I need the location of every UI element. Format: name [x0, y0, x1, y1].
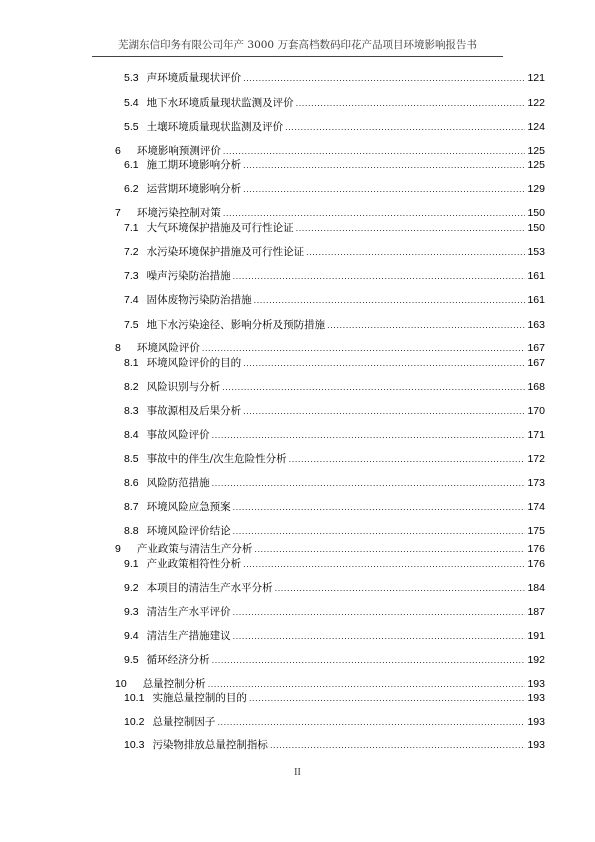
toc-section-title: 清洁生产措施建议	[146, 630, 231, 642]
toc-entry[interactable]	[124, 714, 545, 730]
toc-section-title: 环境风险评价的目的	[146, 357, 242, 369]
toc-section-number: 5.5	[124, 121, 139, 133]
toc-page-number: 150	[527, 222, 545, 234]
toc-section-number: 8.7	[124, 501, 139, 513]
toc-dot-leader	[243, 70, 525, 86]
toc-section-title: 噪声污染防治措施	[146, 270, 231, 282]
toc-page-number: 174	[527, 501, 545, 513]
toc-section-title: 运营期环境影响分析	[146, 183, 242, 195]
toc-entry[interactable]	[124, 628, 545, 644]
toc-section-title: 地下水污染途径、影响分析及预防措施	[146, 319, 326, 331]
toc-entry[interactable]	[124, 523, 545, 539]
toc-page-number: 167	[527, 357, 545, 369]
toc-section-number: 6	[115, 145, 121, 157]
toc-dot-leader	[270, 737, 526, 753]
toc-section-title: 事故中的伴生/次生危险性分析	[146, 453, 287, 465]
toc-dot-leader	[233, 604, 526, 620]
toc-page-number: 122	[527, 97, 545, 109]
toc-section-title: 土壤环境质量现状监测及评价	[146, 121, 284, 133]
toc-section-title: 环境风险评价结论	[146, 525, 231, 537]
toc-entry[interactable]	[124, 70, 545, 86]
toc-section-number: 8.3	[124, 405, 139, 417]
toc-entry[interactable]	[124, 379, 545, 395]
toc-dot-leader	[285, 119, 525, 135]
toc-dot-leader	[243, 355, 525, 371]
toc-section-title: 环境风险评价	[136, 342, 200, 354]
toc-section-number: 9.1	[124, 558, 139, 570]
toc-section-number: 10	[115, 678, 127, 690]
toc-page-number: 121	[527, 72, 545, 84]
toc-entry[interactable]	[124, 119, 545, 135]
toc-page-number: 192	[527, 654, 545, 666]
toc-dot-leader	[202, 340, 526, 356]
toc-page-number: 172	[527, 453, 545, 465]
toc-page-number: 193	[527, 716, 545, 728]
toc-section-number: 9.4	[124, 630, 139, 642]
toc-page-number: 163	[527, 319, 545, 331]
toc-entry[interactable]	[124, 403, 545, 419]
toc-section-number: 5.3	[124, 72, 139, 84]
toc-entry[interactable]	[124, 499, 545, 515]
toc-dot-leader	[249, 690, 526, 706]
toc-entry[interactable]	[124, 157, 545, 173]
toc-section-title: 产业政策与清洁生产分析	[136, 543, 253, 555]
toc-dot-leader	[296, 95, 526, 111]
toc-page-number: 125	[527, 159, 545, 171]
page-number: II	[294, 767, 301, 778]
toc-page-number: 193	[527, 678, 545, 690]
toc-section-number: 5.4	[124, 97, 139, 109]
toc-entry[interactable]	[124, 652, 545, 668]
toc-section-number: 8.8	[124, 525, 139, 537]
toc-section-number: 7.3	[124, 270, 139, 282]
toc-section-title: 施工期环境影响分析	[146, 159, 242, 171]
toc-section-title: 水污染环境保护措施及可行性论证	[146, 246, 305, 258]
toc-section-number: 7.2	[124, 246, 139, 258]
toc-section-number: 8	[115, 342, 121, 354]
toc-dot-leader	[243, 157, 525, 173]
toc-dot-leader	[212, 427, 526, 443]
toc-page-number: 168	[527, 381, 545, 393]
toc-page-number: 191	[527, 630, 545, 642]
toc-section-title: 大气环境保护措施及可行性论证	[146, 222, 294, 234]
toc-page-number: 150	[527, 207, 545, 219]
toc-dot-leader	[233, 499, 526, 515]
toc-section-title: 总量控制因子	[152, 716, 216, 728]
toc-section-number: 8.6	[124, 477, 139, 489]
toc-entry[interactable]	[124, 556, 545, 572]
toc-section-title: 总量控制分析	[142, 678, 206, 690]
toc-entry[interactable]	[115, 205, 545, 221]
toc-dot-leader	[254, 541, 525, 557]
toc-section-number: 10.1	[124, 692, 145, 704]
toc-dot-leader	[306, 244, 525, 260]
toc-dot-leader	[223, 205, 526, 221]
toc-dot-leader	[217, 714, 525, 730]
toc-entry[interactable]	[124, 690, 545, 706]
toc-dot-leader	[233, 628, 526, 644]
toc-section-title: 污染物排放总量控制指标	[152, 739, 268, 751]
toc-entry[interactable]	[124, 451, 545, 467]
toc-entry[interactable]	[115, 541, 545, 557]
toc-entry[interactable]	[124, 475, 545, 491]
toc-entry[interactable]	[124, 244, 545, 260]
toc-entry[interactable]	[124, 268, 545, 284]
toc-page-number: 167	[527, 342, 545, 354]
toc-entry[interactable]	[124, 317, 545, 333]
toc-section-number: 7.5	[124, 319, 139, 331]
toc-section-number: 8.4	[124, 429, 139, 441]
toc-section-number: 8.2	[124, 381, 139, 393]
toc-dot-leader	[327, 317, 525, 333]
toc-page-number: 175	[527, 525, 545, 537]
toc-entry[interactable]	[124, 95, 545, 111]
toc-section-number: 7.4	[124, 294, 139, 306]
toc-section-number: 10.2	[124, 716, 145, 728]
toc-entry[interactable]	[124, 181, 545, 197]
toc-section-title: 风险防范措施	[146, 477, 210, 489]
toc-page-number: 176	[527, 543, 545, 555]
toc-section-number: 7.1	[124, 222, 139, 234]
toc-section-title: 事故风险评价	[146, 429, 210, 441]
toc-entry[interactable]	[124, 355, 545, 371]
toc-section-number: 8.5	[124, 453, 139, 465]
toc-page-number: 161	[527, 294, 545, 306]
toc-section-number: 9.3	[124, 606, 139, 618]
toc-dot-leader	[233, 268, 526, 284]
toc-entry[interactable]	[124, 604, 545, 620]
toc-page-number: 170	[527, 405, 545, 417]
toc-section-number: 6.2	[124, 183, 139, 195]
toc-page-number: 171	[527, 429, 545, 441]
toc-section-title: 环境风险应急预案	[146, 501, 231, 513]
toc-page-number: 153	[527, 246, 545, 258]
toc-dot-leader	[289, 451, 526, 467]
toc-dot-leader	[254, 292, 526, 308]
toc-page-number: 176	[527, 558, 545, 570]
toc-entry[interactable]	[124, 292, 545, 308]
toc-section-title: 地下水环境质量现状监测及评价	[146, 97, 294, 109]
toc-dot-leader	[296, 220, 526, 236]
toc-section-number: 9.5	[124, 654, 139, 666]
toc-page-number: 161	[527, 270, 545, 282]
page-header: 芜湖东信印务有限公司年产 3000 万套高档数码印花产品项目环境影响报告书	[118, 39, 477, 51]
toc-entry[interactable]	[115, 340, 545, 356]
toc-section-title: 产业政策相符性分析	[146, 558, 242, 570]
toc-section-title: 固体废物污染防治措施	[146, 294, 252, 306]
toc-entry[interactable]	[124, 580, 545, 596]
toc-section-title: 清洁生产水平评价	[146, 606, 231, 618]
toc-section-title: 环境影响预测评价	[136, 145, 221, 157]
toc-entry[interactable]	[124, 427, 545, 443]
toc-section-title: 事故源相及后果分析	[146, 405, 242, 417]
toc-section-number: 10.3	[124, 739, 145, 751]
toc-section-title: 循环经济分析	[146, 654, 210, 666]
toc-section-title: 声环境质量现状评价	[146, 72, 242, 84]
toc-page-number: 124	[527, 121, 545, 133]
toc-page-number: 184	[527, 582, 545, 594]
toc-dot-leader	[275, 580, 526, 596]
toc-page-number: 193	[527, 692, 545, 704]
toc-section-number: 9.2	[124, 582, 139, 594]
toc-section-number: 9	[115, 543, 121, 555]
toc-dot-leader	[212, 652, 526, 668]
toc-dot-leader	[212, 475, 526, 491]
toc-entry[interactable]	[124, 737, 545, 753]
toc-page-number: 173	[527, 477, 545, 489]
toc-dot-leader	[233, 523, 526, 539]
toc-section-title: 风险识别与分析	[146, 381, 221, 393]
toc-section-title: 环境污染控制对策	[136, 207, 221, 219]
toc-section-title: 实施总量控制的目的	[152, 692, 247, 704]
toc-page-number: 129	[527, 183, 545, 195]
toc-section-number: 6.1	[124, 159, 139, 171]
toc-entry[interactable]	[124, 220, 545, 236]
toc-dot-leader	[222, 379, 525, 395]
toc-section-title: 本项目的清洁生产水平分析	[146, 582, 273, 594]
toc-dot-leader	[243, 181, 525, 197]
toc-dot-leader	[243, 403, 525, 419]
toc-page-number: 187	[527, 606, 545, 618]
toc-page-number: 193	[527, 739, 545, 751]
toc-dot-leader	[243, 556, 525, 572]
toc-page-number: 125	[527, 145, 545, 157]
toc-section-number: 8.1	[124, 357, 139, 369]
toc-section-number: 7	[115, 207, 121, 219]
